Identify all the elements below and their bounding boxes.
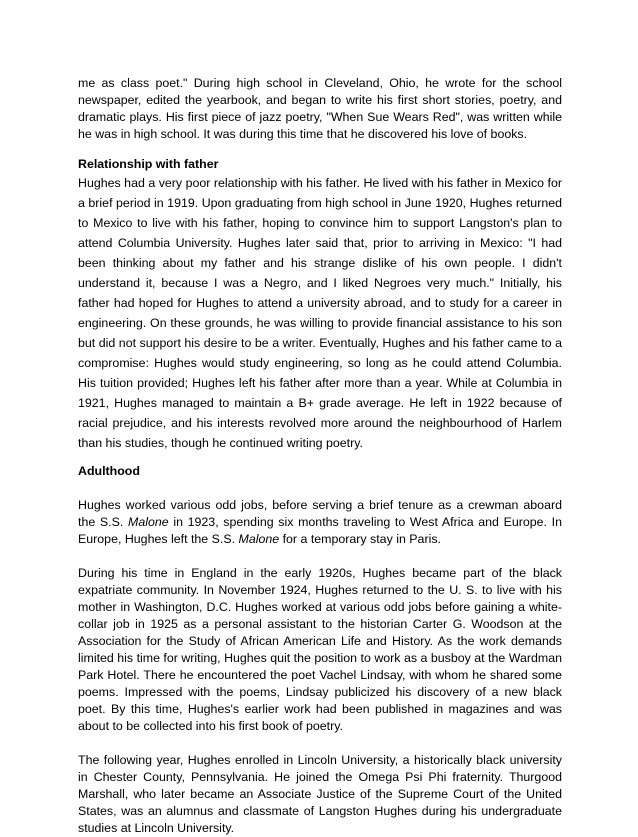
section-heading-adulthood: Adulthood (78, 464, 140, 478)
adulthood-paragraph-2: During his time in England in the early 1920s, Hughes became part of the black expatriate community. In November 1924, Hughes returned to the U. S. to live with his mother in Washington, D.C. Hughes worked at various odd jobs before gaining a white-collar job in 1925 as a personal assistant to the historian Carter G. Woodson at the Association for the Study of African American Life and History. As the work demands limited his time for writing, Hughes quit the position to work as a busboy at the Wardman Park Hotel. There he encountered the poet Vachel Lindsay, with whom he shared some poems. Impressed with the poems, Lindsay publicized his discovery of a new black poet. By this time, Hughes's earlier work had been published in magazines and was about to be collected into his first book of poetry. (78, 566, 562, 733)
ship-name: Malone (238, 532, 280, 546)
adulthood-p1-text-a: Hughes worked various odd jobs, before serving a brief tenure as a crewman aboard the S.S. (78, 498, 562, 529)
ship-name: Malone (128, 515, 169, 529)
section-heading-father: Relationship with father (78, 157, 219, 171)
adulthood-paragraph-1 (78, 497, 562, 548)
father-paragraph: Hughes had a very poor relationship with his father. He lived with his father in Mexico for a brief period in 1919. Upon graduating from high school in June 1920, Hughes returned to Mexico to live with his father, hoping to convince him to support Langston's plan to attend Columbia University. Hughes later said that, prior to arriving in Mexico: "I had been thinking about my father and his strange dislike of his own people. I didn't understand it, because I was a Negro, and I liked Negroes very much." Initially, his father had hoped for Hughes to attend a university abroad, and to study for a career in engineering. On these grounds, he was willing to provide financial assistance to his son but did not support his desire to be a writer. Eventually, Hughes and his father came to a compromise: Hughes would study engineering, so long as he could attend Columbia. His tuition provided; Hughes left his father after more than a year. While at Columbia in 1921, Hughes managed to maintain a B+ grade average. He left in 1922 because of racial prejudice, and his interests revolved more around the neighbourhood of Harlem than his studies, though he continued writing poetry. (78, 176, 562, 450)
document-page (78, 75, 562, 837)
adulthood-paragraph-3: The following year, Hughes enrolled in Lincoln University, a historically black university in Chester County, Pennsylvania. He joined the Omega Psi Phi fraternity. Thurgood Marshall, who later became an Associate Justice of the Supreme Court of the United States, was an alumnus and classmate of Langston Hughes during his undergraduate studies at Lincoln University. (78, 753, 562, 835)
adulthood-p1-text-b: in 1923, spending six months traveling to West Africa and Europe. In Europe, Hughes left the S.S. (78, 515, 563, 546)
adulthood-p1-text-c: for a temporary stay in Paris. (279, 532, 441, 546)
intro-paragraph: me as class poet." During high school in Cleveland, Ohio, he wrote for the school newspaper, edited the yearbook, and began to write his first short stories, poetry, and dramatic plays. His first piece of jazz poetry, "When Sue Wears Red", was written while he was in high school. It was during this time that he discovered his love of books. (78, 76, 562, 141)
